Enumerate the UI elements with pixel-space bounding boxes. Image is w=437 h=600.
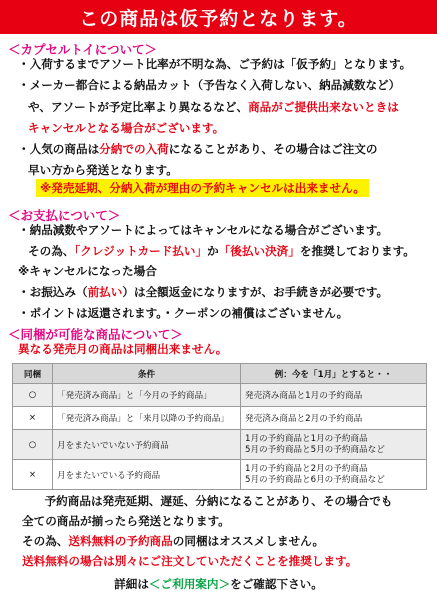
bundle-condition: 「発売済み商品」と「来月以降の予約商品」 xyxy=(53,407,241,430)
footer-details xyxy=(0,576,437,592)
capsule-line-1: ・入荷するまでアソート比率が不明な為、ご予約は「仮予約」となります。 xyxy=(18,57,412,71)
capsule-section-title: ＜カプセルトイについて＞ xyxy=(8,42,158,57)
capsule-line-5b: 分納での入荷 xyxy=(99,142,169,156)
bundle-example-line: 1月の予約商品と2月の予約商品 xyxy=(245,463,368,474)
payment-credit-card: 「クレジットカード払い」 xyxy=(74,244,208,258)
footer-line-1: 予約商品は発売延期、遅延、分納になることがあり、その場合でも xyxy=(44,494,393,508)
payment-prepay: 前払い xyxy=(87,285,123,299)
capsule-line-6: 早い方から発送となります。 xyxy=(28,163,178,177)
footer-line-4: 送料無料の場合は別々にご注文していただくことを推奨します。 xyxy=(22,554,358,568)
capsule-cancel-notice xyxy=(36,183,369,195)
payment-line-3: ※キャンセルになった場合 xyxy=(18,264,157,278)
capsule-cancel-highlight: ※発売延期、分納入荷が理由の予約キャンセルは出来ません。 xyxy=(36,179,369,197)
footer-free-shipping: 送料無料の予約商品 xyxy=(68,534,173,548)
table-row xyxy=(13,460,427,490)
bundle-example: 発売済み商品と2月の予約商品 xyxy=(241,407,427,430)
table-header-cell: 例：今を「1月」とすると・・ xyxy=(241,364,427,384)
bundle-mark: ○ xyxy=(13,384,53,407)
footer-guide-link[interactable]: ＜ご利用案内＞ xyxy=(148,577,231,591)
capsule-line-5c: になることがあり、その場合はご注文の xyxy=(168,142,378,156)
capsule-line-2: ・メーカー都合による納品カット（予告なく入荷しない、納品減数など） xyxy=(18,78,401,92)
table-header-cell: 条件 xyxy=(53,364,241,384)
capsule-line-5a: ・人気の商品は xyxy=(18,142,100,156)
payment-line-2a: その為、 xyxy=(28,244,75,258)
footer-details-c: をご確認下さい。 xyxy=(230,577,323,591)
payment-line-2 xyxy=(28,246,415,258)
capsule-line-3b: 商品がご提供出来ないときは xyxy=(248,100,399,114)
capsule-line-3a: や、アソートが予定比率より異なるなど、 xyxy=(28,100,249,114)
payment-line-4a: ・お振込み（ xyxy=(18,285,88,299)
bundle-condition: 「発売済み商品」と「今月の予約商品」 xyxy=(53,384,241,407)
header-title: この商品は仮予約となります。 xyxy=(79,7,358,30)
bundle-example-line: 5月の予約商品と6月の予約商品など xyxy=(245,474,385,485)
capsule-line-5 xyxy=(18,144,377,156)
bundle-table xyxy=(12,363,427,490)
bundle-example-line: 5月の予約商品と5月の予約商品など xyxy=(245,444,385,455)
footer-details-a: 詳細は xyxy=(114,577,149,591)
payment-line-2e: を推奨しております。 xyxy=(299,244,415,258)
bundle-mark: ○ xyxy=(13,430,53,460)
payment-line-4 xyxy=(18,287,388,299)
capsule-line-4: キャンセルとなる場合がございます。 xyxy=(28,121,225,135)
footer-line-3c: の同梱はオススメしません。 xyxy=(172,534,325,548)
table-header-row xyxy=(13,364,427,384)
payment-line-4c: ）は全額返金になりますが、お手続きが必要です。 xyxy=(122,285,389,299)
table-row xyxy=(13,384,427,407)
table-row xyxy=(13,430,427,460)
bundle-example xyxy=(241,430,427,460)
payment-line-1: ・納品減数やアソートによってはキャンセルになる場合がございます。 xyxy=(18,223,389,237)
payment-section-title: ＜お支払について＞ xyxy=(8,208,121,223)
bundle-note: 異なる発売月の商品は同梱出来ません。 xyxy=(18,342,228,356)
payment-line-2c: か xyxy=(207,244,219,258)
bundle-example-line: 1月の予約商品と1月の予約商品 xyxy=(245,433,368,444)
footer-line-3a: その為、 xyxy=(22,534,69,548)
bundle-condition: 月をまたいでいない予約商品 xyxy=(53,430,241,460)
page-header xyxy=(0,0,437,34)
footer-line-2: 全ての商品が揃ったら発送となります。 xyxy=(22,514,230,528)
table-row xyxy=(13,407,427,430)
capsule-line-3 xyxy=(28,102,399,114)
bundle-example xyxy=(241,460,427,490)
payment-deferred: 「後払い決済」 xyxy=(218,244,300,258)
bundle-mark: × xyxy=(13,407,53,430)
bundle-mark: × xyxy=(13,460,53,490)
footer-line-3 xyxy=(22,533,324,549)
bundle-section-title: ＜同梱が可能な商品について＞ xyxy=(8,327,183,342)
payment-line-5: ・ポイントは返還されます。・クーポンの補償はございません。 xyxy=(18,306,349,320)
bundle-example: 発売済み商品と1月の予約商品 xyxy=(241,384,427,407)
table-header-cell: 同梱 xyxy=(13,364,53,384)
bundle-condition: 月をまたいでいる予約商品 xyxy=(53,460,241,490)
